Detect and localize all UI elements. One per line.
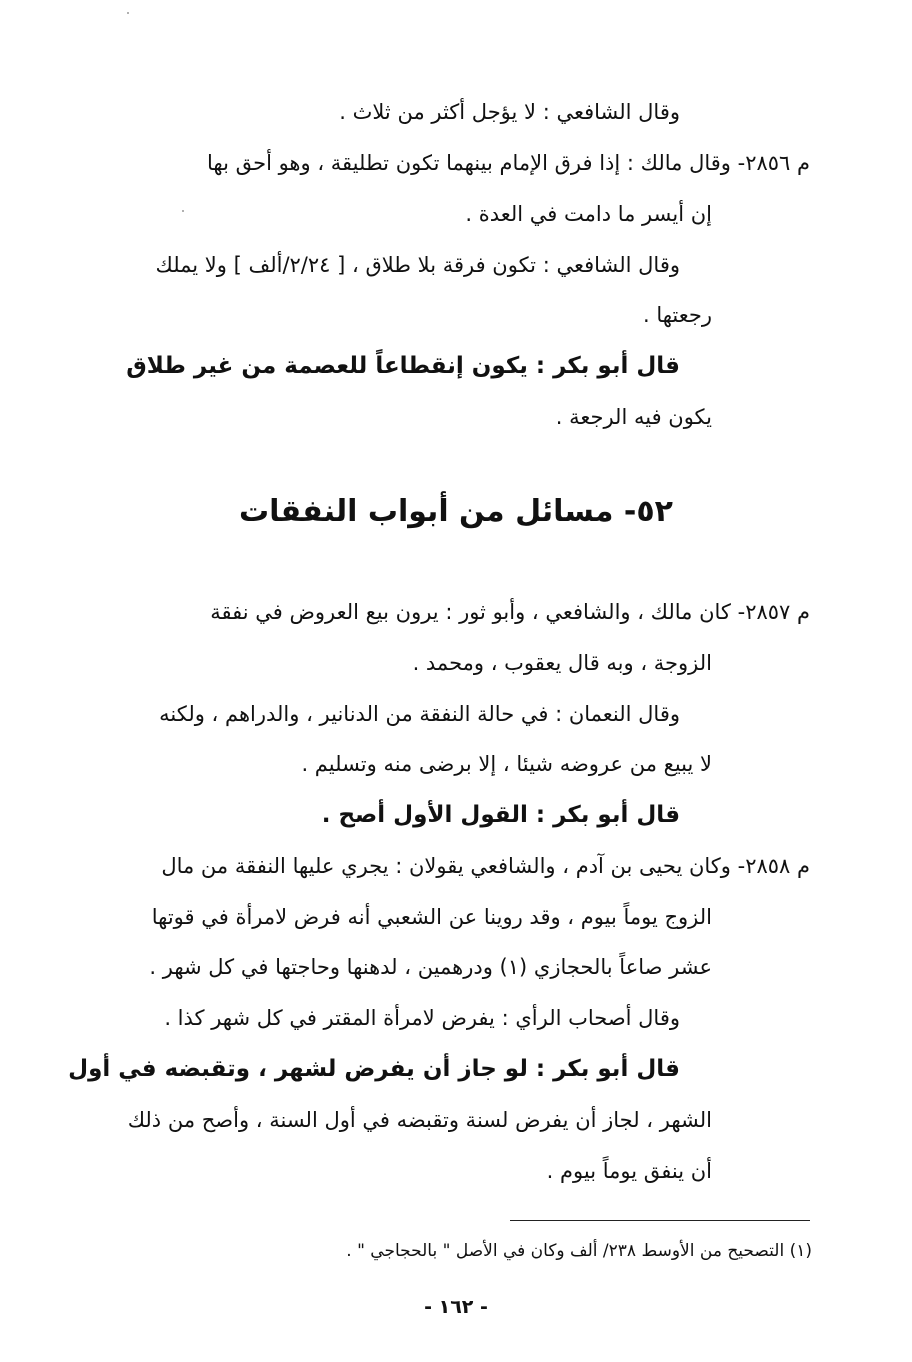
text-line: عشر صاعاً بالحجازي (١) ودرهمين ، لدهنها وحاجتها في كل شهر . [149, 955, 712, 979]
section-heading: ٥٢- مسائل من أبواب النفقات [238, 494, 673, 529]
text-line: إن أيسر ما دامت في العدة . [465, 202, 712, 226]
text-line: أن ينفق يوماً بيوم . [546, 1159, 712, 1183]
footnote-separator [510, 1220, 810, 1221]
text-line: الزوجة ، وبه قال يعقوب ، ومحمد . [412, 651, 712, 675]
footnote: (١) التصحيح من الأوسط ٢٣٨/ ألف وكان في الأصل " بالحجاجي " . [346, 1241, 812, 1261]
text-line: م ٢٨٥٨- وكان يحيى بن آدم ، والشافعي يقولان : يجري عليها النفقة من مال [161, 854, 810, 878]
text-line-bold: قال أبو بكر : القول الأول أصح . [321, 802, 680, 828]
text-line: وقال الشافعي : تكون فرقة بلا طلاق ، [ ٢/٢٤/ألف ] ولا يملك [155, 253, 680, 277]
text-line: يكون فيه الرجعة . [555, 405, 712, 429]
text-line-bold: قال أبو بكر : يكون إنقطاعاً للعصمة من غير طلاق [126, 353, 680, 379]
text-line: م ٢٨٥٦- وقال مالك : إذا فرق الإمام بينهما تكون تطليقة ، وهو أحق بها [206, 151, 810, 175]
text-line: وقال أصحاب الرأي : يفرض لامرأة المقتر في كل شهر كذا . [164, 1006, 680, 1030]
scan-speck [127, 12, 129, 14]
page-number: - ١٦٢ - [424, 1296, 488, 1318]
text-line: لا يبيع من عروضه شيئا ، إلا برضى منه وتسليم . [301, 752, 712, 776]
text-line: م ٢٨٥٧- كان مالك ، والشافعي ، وأبو ثور : يرون بيع العروض في نفقة [210, 600, 810, 624]
text-line: الزوج يوماً بيوم ، وقد روينا عن الشعبي أنه فرض لامرأة في قوتها [151, 905, 712, 929]
text-line: رجعتها . [642, 303, 712, 327]
text-line-bold: قال أبو بكر : لو جاز أن يفرض لشهر ، وتقبضه في أول [68, 1056, 680, 1082]
scan-speck [182, 210, 184, 212]
text-line: وقال النعمان : في حالة النفقة من الدنانير ، والدراهم ، ولكنه [159, 702, 680, 726]
text-line: وقال الشافعي : لا يؤجل أكثر من ثلاث . [339, 100, 680, 124]
text-line: الشهر ، لجاز أن يفرض لسنة وتقبضه في أول السنة ، وأصح من ذلك [127, 1108, 712, 1132]
